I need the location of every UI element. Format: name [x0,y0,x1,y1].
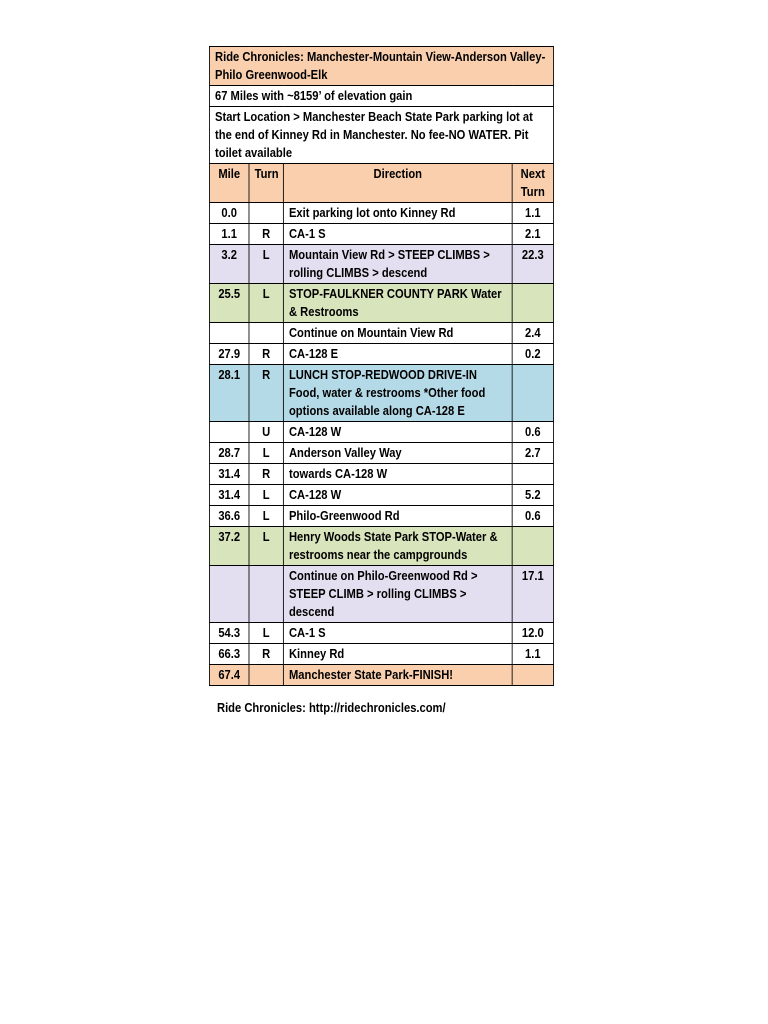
direction-cell: LUNCH STOP-REDWOOD DRIVE-IN Food, water & restrooms *Other food options available along CA-128 E [283,365,512,422]
header-direction: Direction [283,164,512,203]
table-row [209,443,553,464]
direction-cell: Manchester State Park-FINISH! [283,665,512,686]
turn-cell: L [249,284,283,323]
summary-row [209,86,553,107]
turn-cell: R [249,644,283,665]
mile-cell: 25.5 [209,284,249,323]
direction-cell: Mountain View Rd > STEEP CLIMBS > rolling CLIMBS > descend [283,245,512,284]
turn-cell: L [249,443,283,464]
table-row [209,506,553,527]
table-row [209,245,553,284]
mile-cell: 37.2 [209,527,249,566]
table-row [209,527,553,566]
turn-cell [249,665,283,686]
turn-cell: R [249,365,283,422]
turn-cell: R [249,344,283,365]
direction-cell: Continue on Philo-Greenwood Rd > STEEP CLIMB > rolling CLIMBS > descend [283,566,512,623]
table-row [209,623,553,644]
next-turn-cell: 2.7 [512,443,553,464]
mile-cell: 31.4 [209,464,249,485]
next-turn-cell: 1.1 [512,644,553,665]
mile-cell [209,566,249,623]
table-row [209,422,553,443]
ride-summary: 67 Miles with ~8159’ of elevation gain [209,86,553,107]
turn-cell [249,566,283,623]
start-row [209,107,553,164]
title-row [209,47,553,86]
next-turn-cell: 0.2 [512,344,553,365]
next-turn-cell: 1.1 [512,203,553,224]
turn-cell: L [249,623,283,644]
table-row [209,566,553,623]
finish-row [209,665,553,686]
direction-cell: Exit parking lot onto Kinney Rd [283,203,512,224]
direction-cell: CA-128 W [283,422,512,443]
table-row [209,224,553,245]
turn-cell: L [249,485,283,506]
direction-cell: CA-128 E [283,344,512,365]
direction-cell: Philo-Greenwood Rd [283,506,512,527]
header-turn: Turn [249,164,283,203]
direction-cell: Continue on Mountain View Rd [283,323,512,344]
table-row [209,344,553,365]
direction-cell: CA-1 S [283,623,512,644]
direction-cell: Henry Woods State Park STOP-Water & restrooms near the campgrounds [283,527,512,566]
header-mile: Mile [209,164,249,203]
next-turn-cell [512,665,553,686]
direction-cell: STOP-FAULKNER COUNTY PARK Water & Restrooms [283,284,512,323]
mile-cell: 28.1 [209,365,249,422]
next-turn-cell [512,365,553,422]
header-row [209,164,553,203]
mile-cell: 28.7 [209,443,249,464]
next-turn-cell: 2.4 [512,323,553,344]
mile-cell: 67.4 [209,665,249,686]
mile-cell: 27.9 [209,344,249,365]
mile-cell: 31.4 [209,485,249,506]
next-turn-cell: 17.1 [512,566,553,623]
start-location: Start Location > Manchester Beach State Park parking lot at the end of Kinney Rd in Manchester. No fee-NO WATER. Pit toilet available [209,107,553,164]
mile-cell: 3.2 [209,245,249,284]
next-turn-cell: 12.0 [512,623,553,644]
turn-cell: L [249,527,283,566]
cue-sheet-table [209,46,554,686]
table-row [209,464,553,485]
table-row [209,323,553,344]
direction-cell: CA-1 S [283,224,512,245]
mile-cell: 66.3 [209,644,249,665]
next-turn-cell: 22.3 [512,245,553,284]
next-turn-cell [512,284,553,323]
header-next-turn: Next Turn [512,164,553,203]
sheet-title: Ride Chronicles: Manchester-Mountain View-Anderson Valley-Philo Greenwood-Elk [209,47,553,86]
table-row [209,485,553,506]
mile-cell: 0.0 [209,203,249,224]
mile-cell [209,422,249,443]
turn-cell: L [249,506,283,527]
direction-cell: towards CA-128 W [283,464,512,485]
mile-cell: 1.1 [209,224,249,245]
turn-cell: U [249,422,283,443]
next-turn-cell: 0.6 [512,422,553,443]
next-turn-cell [512,527,553,566]
mile-cell: 54.3 [209,623,249,644]
next-turn-cell: 2.1 [512,224,553,245]
direction-cell: CA-128 W [283,485,512,506]
mile-cell: 36.6 [209,506,249,527]
turn-cell [249,323,283,344]
turn-cell: L [249,245,283,284]
next-turn-cell: 0.6 [512,506,553,527]
mile-cell [209,323,249,344]
turn-cell: R [249,464,283,485]
direction-cell: Anderson Valley Way [283,443,512,464]
next-turn-cell [512,464,553,485]
next-turn-cell: 5.2 [512,485,553,506]
table-row [209,284,553,323]
table-row [209,203,553,224]
turn-cell: R [249,224,283,245]
footer-credit: Ride Chronicles: http://ridechronicles.com/ [217,700,446,715]
table-row [209,644,553,665]
turn-cell [249,203,283,224]
table-row [209,365,553,422]
direction-cell: Kinney Rd [283,644,512,665]
